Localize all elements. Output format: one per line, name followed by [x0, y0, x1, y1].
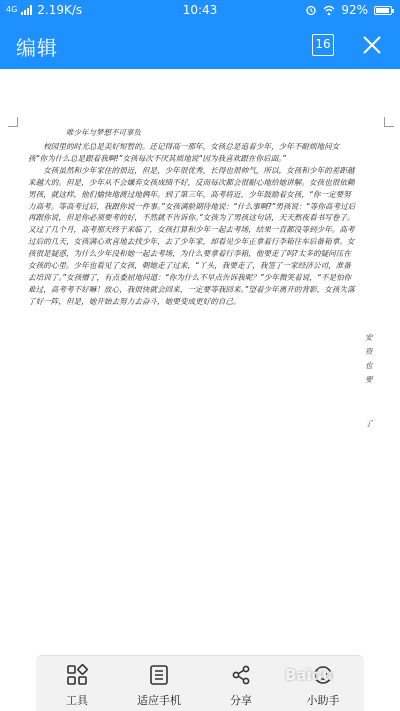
share-label: 分享	[230, 694, 252, 707]
side-char: 了	[365, 419, 373, 428]
app-bar	[0, 22, 400, 69]
side-char: 安	[365, 333, 373, 342]
fit-phone-label: 适应手机	[137, 694, 181, 707]
wifi-icon	[323, 5, 335, 16]
tools-label: 工具	[66, 694, 88, 707]
document-fit-icon	[148, 664, 170, 686]
share-icon	[230, 664, 252, 686]
margin-corner-top-left	[8, 117, 18, 127]
battery-icon	[374, 6, 392, 15]
assistant-button[interactable]	[282, 656, 364, 711]
alarm-icon	[305, 4, 317, 16]
side-text-column	[365, 331, 377, 431]
watermark-logo: Baidu	[285, 666, 334, 684]
document-paragraph: 女孩虽然和少年家住的很近，但是，少年很优秀，长得也很帅气，所以，女孩和少年的差距越来越大的。但是，少年从不会嫌弃女孩成绩不好，反而每次都会很耐心地给她讲解。女孩也很依赖男孩，就这样，他们愉快地渡过地俩年。到了第三年，高考将近，少年鼓励着女孩，“你一定要努力高考。等高考过后，我跟你说一件事。”女孩满脸期待地说：“什么事啊?”男孩说：“等你高考过后再跟你说，但是你必须要考的好，不然就不告诉你。”女孩为了男孩这句话，天天熬夜看书写卷子。又过了几个月，高考那天终于来临了，女孩打算和少年一起去考场，结果一直都没等到少年。高考过后的几天，女孩满心欢喜地去找少年，去了少年家，却看见少年正拿着行李箱往车后备箱拿。女孩很是疑惑，为什么少年没和她一起去考场，为什么要拿着行李箱，他要走了吗?太多的疑问压在女孩的心里。少年也看见了女孩，朝她走了过来，“丫头，我要走了，我签了一家经济公司，准备去培训了。”女孩懵了，有点委屈地问道：“你为什么不早点告诉我呢？”少年微笑着说，“不是怕你难过，高考考不好嘛！放心，我很快就会回来，一定要等我回来。”望着少年离开的背影，女孩失落了好一阵，但是，她开始去努力去奋斗，她要变成更好的自己。	[28, 165, 356, 306]
side-gap	[365, 387, 377, 417]
side-char: 资	[365, 347, 373, 356]
battery-fill	[376, 8, 389, 13]
network-type: 4G	[6, 5, 18, 14]
document-title: 唯少年与梦想不可辜负	[66, 128, 141, 137]
fit-phone-button[interactable]	[118, 656, 200, 711]
side-char: 要	[365, 375, 373, 384]
document-body	[28, 141, 356, 380]
side-char: 也	[365, 361, 373, 370]
close-icon	[360, 33, 384, 57]
share-button[interactable]	[200, 656, 282, 711]
document-area[interactable]	[0, 69, 400, 655]
page-count-button[interactable]: 16	[312, 34, 334, 56]
assistant-icon	[312, 664, 334, 686]
battery-percent: 92%	[341, 3, 368, 17]
assistant-label: 小助手	[306, 694, 340, 707]
grid-icon	[66, 664, 88, 686]
status-bar	[0, 0, 400, 22]
bottom-toolbar	[36, 655, 364, 711]
page-title: 编辑	[16, 36, 58, 60]
margin-corner-top-right	[384, 117, 394, 127]
network-speed: 2.19K/s	[37, 3, 83, 17]
status-right	[305, 3, 392, 17]
status-time: 10:43	[182, 3, 218, 17]
document-paragraph: 校园里的时光总是美好短暂的。还记得高一那年，女孩总是追着少年，少年不耐烦地问女孩“你为什么总是跟着我啊!”女孩每次不厌其烦地说“因为我喜欢跟在你后面。”	[28, 142, 340, 163]
tools-button[interactable]	[36, 656, 118, 711]
close-button[interactable]	[360, 33, 384, 57]
